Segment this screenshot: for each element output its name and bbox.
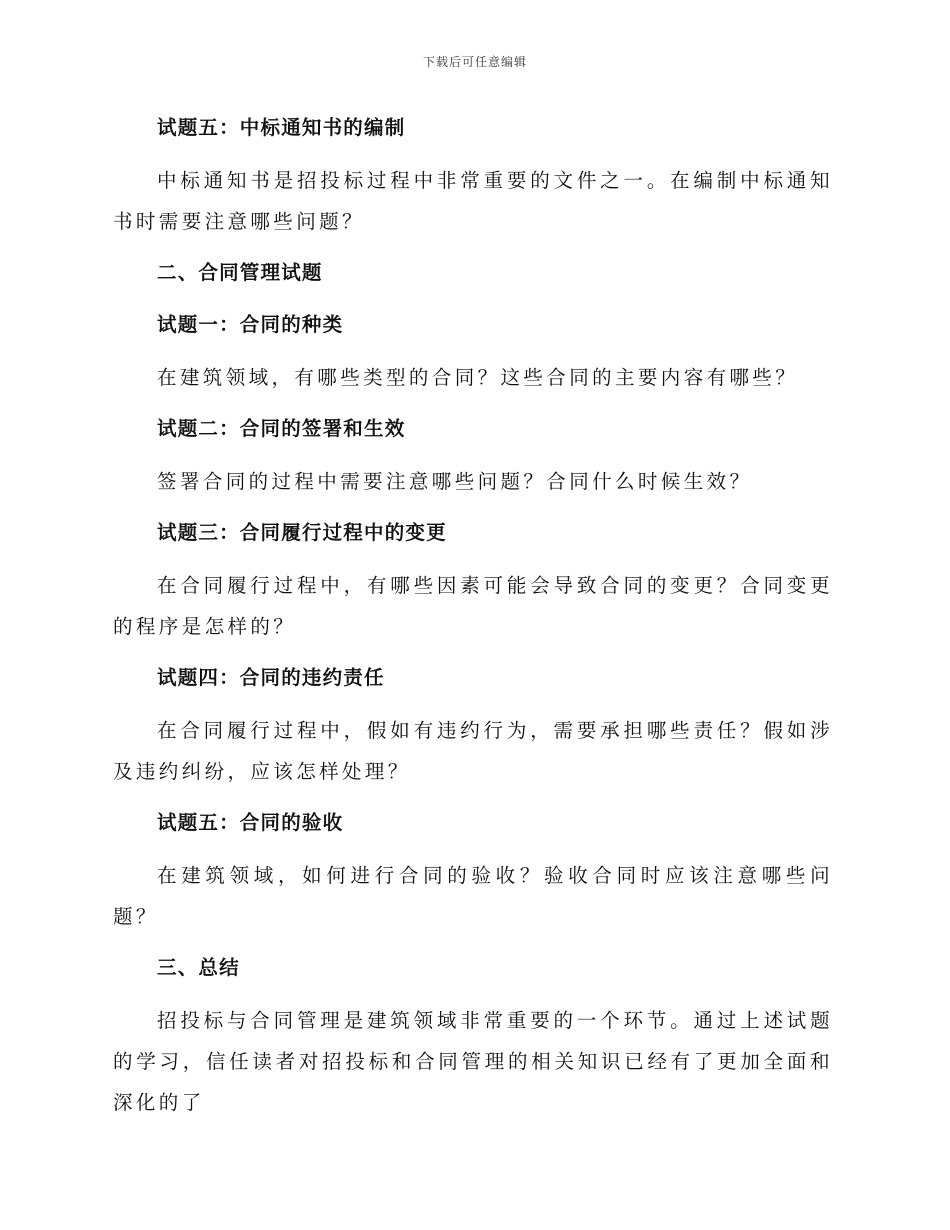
page-header: 下载后可任意编辑 — [422, 55, 527, 69]
paragraph: 在合同履行过程中，假如有违约行为，需要承担哪些责任？假如涉及违约纠纷，应该怎样处理？ — [113, 719, 833, 783]
section-heading: 试题三：合同履行过程中的变更 — [157, 521, 447, 544]
section-heading: 试题四：合同的违约责任 — [157, 666, 385, 689]
paragraph: 签署合同的过程中需要注意哪些问题？合同什么时候生效？ — [157, 470, 753, 493]
section-heading: 试题二：合同的签署和生效 — [157, 417, 406, 440]
paragraph: 在建筑领域，有哪些类型的合同？这些合同的主要内容有哪些？ — [157, 366, 799, 389]
paragraph: 在合同履行过程中，有哪些因素可能会导致合同的变更？合同变更的程序是怎样的？ — [113, 574, 833, 638]
section-heading: 三、总结 — [157, 956, 240, 979]
section-heading: 试题五：中标通知书的编制 — [157, 116, 406, 139]
section-heading: 二、合同管理试题 — [157, 261, 323, 284]
document-body — [113, 108, 833, 1134]
paragraph: 在建筑领域，如何进行合同的验收？验收合同时应该注意哪些问题？ — [113, 864, 833, 928]
paragraph: 招投标与合同管理是建筑领域非常重要的一个环节。通过上述试题的学习，信任读者对招投标和合同管理的相关知识已经有了更加全面和深化的了 — [113, 1009, 833, 1114]
section-heading: 试题五：合同的验收 — [157, 811, 344, 834]
section-heading: 试题一：合同的种类 — [157, 313, 344, 336]
paragraph: 中标通知书是招投标过程中非常重要的文件之一。在编制中标通知书时需要注意哪些问题？ — [113, 169, 833, 233]
